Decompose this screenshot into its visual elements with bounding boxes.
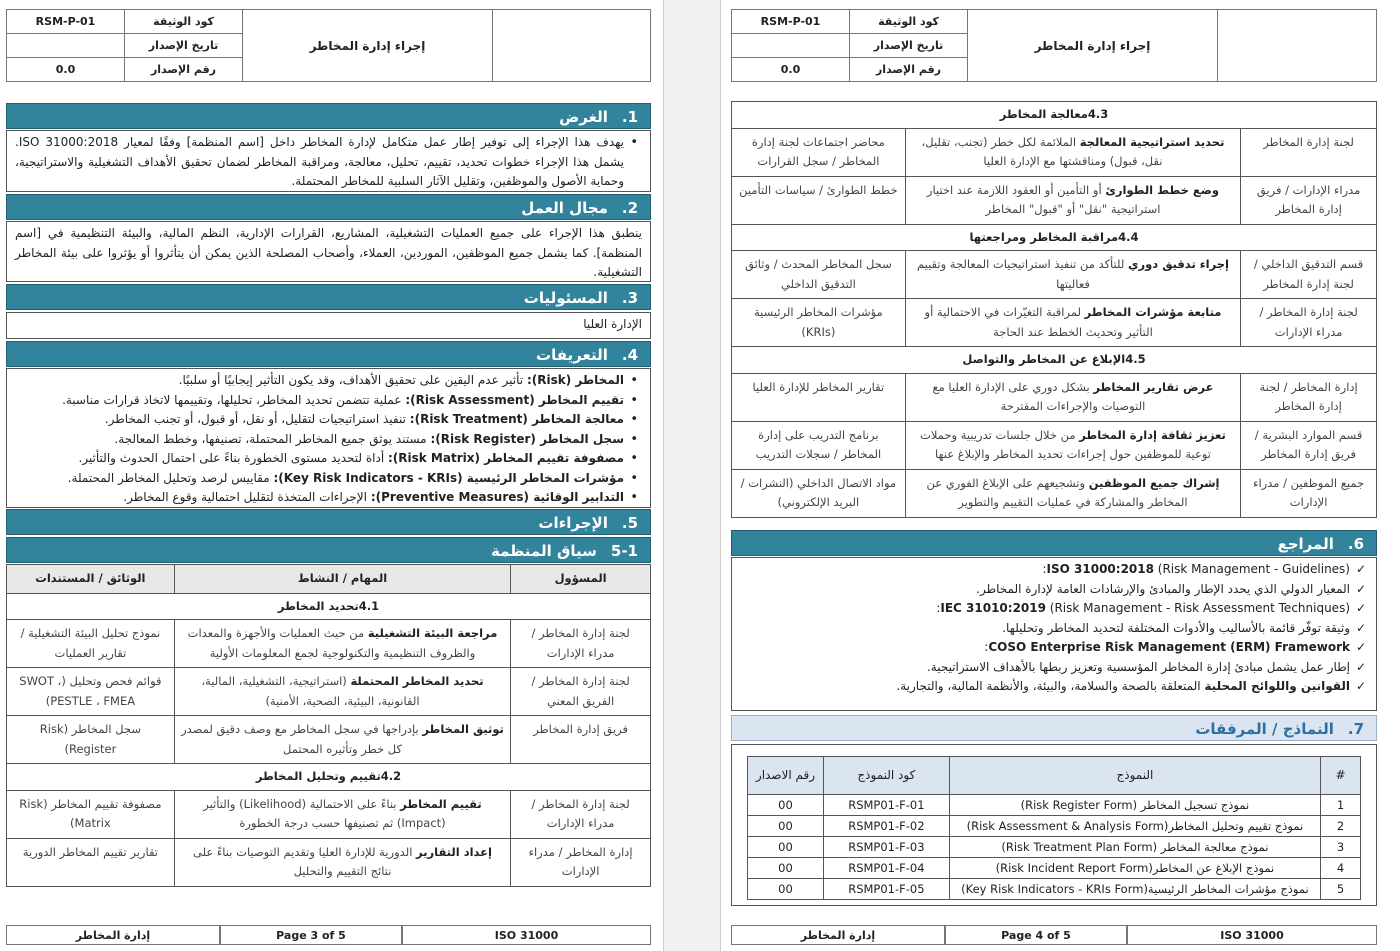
doc-code-value: RSM-P-01 (732, 10, 850, 34)
task-cell (905, 373, 1240, 421)
table-row (7, 716, 651, 764)
reference-item (740, 599, 1350, 619)
table-row (732, 128, 1377, 176)
group-title: 4.4مراقبة المخاطر ومراجعتها (732, 224, 1377, 251)
responsible-cell: فريق إدارة المخاطر (511, 716, 651, 764)
definition-item (15, 430, 624, 450)
definition-item (15, 371, 624, 391)
section-org-context (6, 537, 651, 563)
issue-date-value (7, 34, 125, 58)
documents-cell: نموذج تحليل البيئة التشغيلية / تقارير العمليات (7, 620, 175, 668)
col-documents: الوثائق / المستندات (7, 565, 175, 594)
logo-cell (493, 10, 651, 82)
definition-term: تقييم المخاطر (Risk Assessment): (405, 392, 624, 407)
issue-date-value (732, 34, 850, 58)
group-row (7, 593, 651, 620)
task-cell (905, 128, 1240, 176)
form-name: نموذج مؤشرات المخاطر الرئيسية(Key Risk Indicators - KRIs Form) (949, 879, 1320, 900)
responsibilities-text: الإدارة العليا (6, 312, 651, 339)
definitions-list (15, 371, 642, 508)
page-footer (731, 925, 1377, 945)
col-form-no: # (1321, 757, 1361, 795)
task-bold: توثيق المخاطر (422, 722, 504, 736)
form-code: RSMP01-F-05 (823, 879, 949, 900)
references-list (740, 560, 1368, 697)
logo-cell (1218, 10, 1377, 82)
table-row (7, 838, 651, 886)
section-title: الإجراءات (538, 514, 608, 532)
task-text: من حيث العمليات والأجهزة والمعدات والظروف التنظيمية والتكنولوجية لجمع المعلومات الأولية (187, 626, 476, 660)
scope-text: ينطبق هذا الإجراء على جميع العمليات التشغيلية، المشاريع، القرارات الإدارية، النظم المالية، والبيئة التنظيمية في [اسم المنظمة]. كما يشمل جميع الموظفين، الموردين، العملاء، وأصحاب المصلحة الذين يمكن أن يتأثروا أو يؤثروا على بيئة المخاطر التشغيلية. (6, 221, 651, 282)
section-title: مجال العمل (521, 199, 608, 217)
table-row (7, 668, 651, 716)
group-row (732, 347, 1377, 374)
task-bold: وضع خطط الطوارئ (1105, 182, 1220, 197)
form-rev: 00 (748, 879, 824, 900)
definition-term: مصفوفة تقييم المخاطر (Risk Matrix): (387, 451, 624, 465)
revision-label: رقم الإصدار (850, 58, 968, 82)
documents-cell: مؤشرات المخاطر الرئيسية (KRIs) (732, 299, 906, 347)
task-cell (905, 421, 1240, 469)
form-name: نموذج تقييم وتحليل المخاطر(Risk Assessment & Analysis Form) (949, 816, 1320, 837)
table-row (7, 620, 651, 668)
form-no: 5 (1321, 879, 1361, 900)
definition-desc: مستند يوثق جميع المخاطر المحتملة، تصنيفها، وخطط المعالجة. (114, 431, 427, 446)
definition-desc: الإجراءات المتخذة لتقليل احتمالية وقوع المخاطر. (123, 490, 367, 504)
doc-header (731, 9, 1377, 82)
col-form-rev: رقم الاصدار (748, 757, 824, 795)
issue-date-label: تاريخ الإصدار (850, 34, 968, 58)
col-task: المهام / النشاط (174, 565, 510, 594)
procedures-table-left (6, 564, 651, 887)
section-title: المسئوليات (523, 289, 608, 307)
section-title: النماذج / المرفقات (1195, 720, 1334, 738)
reference-item (740, 580, 1350, 600)
documents-cell: مصفوفة تقييم المخاطر (Risk Matrix) (7, 790, 175, 838)
doc-header (6, 9, 651, 82)
task-text: بشكل دوري على الإدارة العليا مع التوصيات والإجراءات المقترحة (932, 379, 1146, 413)
responsible-cell: لجنة إدارة المخاطر / مدراء الإدارات (511, 620, 651, 668)
procedures-table-right (731, 101, 1377, 518)
responsible-cell: إدارة المخاطر / لجنة إدارة المخاطر (1241, 373, 1377, 421)
col-responsible: المسؤول (511, 565, 651, 594)
doc-title: إجراء إدارة المخاطر (968, 10, 1218, 82)
table-row (732, 299, 1377, 347)
form-no: 3 (1321, 837, 1361, 858)
definition-item (15, 391, 624, 411)
revision-value: 0.0 (732, 58, 850, 82)
documents-cell: تقارير المخاطر للإدارة العليا (732, 373, 906, 421)
form-code: RSMP01-F-01 (823, 795, 949, 816)
page-footer (6, 925, 651, 945)
task-text: الدورية للإدارة العليا وتقديم التوصيات بناءً على نتائج التقييم والتحليل (192, 844, 417, 878)
section-title: الغرض (559, 108, 608, 126)
task-bold: مراجعة البيئة التشغيلية (367, 626, 498, 640)
task-bold: تحديد استراتيجية المعالجة (1079, 134, 1225, 149)
task-text: وتشجيعهم على الإبلاغ الفوري عن المخاطر والمشاركة في عمليات التقييم والتطوير (926, 475, 1188, 509)
task-cell (905, 251, 1240, 299)
task-bold: متابعة مؤشرات المخاطر (1084, 305, 1222, 319)
task-text: للتأكد من تنفيذ استراتيجيات المعالجة وتقييم فعاليتها (916, 257, 1128, 291)
group-title: 4.2تقييم وتحليل المخاطر (7, 764, 651, 791)
forms-table (747, 756, 1361, 900)
definition-item (15, 410, 624, 430)
documents-cell: سجل المخاطر المحدث / وثائق التدقيق الداخلي (732, 251, 906, 299)
form-no: 4 (1321, 858, 1361, 879)
revision-value: 0.0 (7, 58, 125, 82)
footer-dept: إدارة المخاطر (6, 926, 220, 944)
task-cell (174, 790, 510, 838)
documents-cell: محاضر اجتماعات لجنة إدارة المخاطر / سجل القرارات (732, 128, 906, 176)
task-cell (174, 620, 510, 668)
definition-desc: تأثير عدم اليقين على تحقيق الأهداف، وقد يكون التأثير إيجابيًا أو سلبيًا. (178, 373, 524, 387)
responsible-cell: قسم الموارد البشرية / فريق إدارة المخاطر (1241, 421, 1377, 469)
reference-bold: IEC 31010:2019 (940, 601, 1046, 615)
doc-code-value: RSM-P-01 (7, 10, 125, 34)
group-row (7, 764, 651, 791)
task-text: الملائمة لكل خطر (تجنب، تقليل، نقل، قبول) ومناقشتها مع الإدارة العليا (921, 134, 1163, 168)
form-rev: 00 (748, 795, 824, 816)
reference-text: المتعلقة بالصحة والسلامة، والبيئة، والأنظمة المالية، والتجارية. (896, 679, 1205, 693)
form-row (748, 879, 1361, 900)
form-no: 1 (1321, 795, 1361, 816)
task-cell (905, 176, 1240, 224)
task-cell (905, 299, 1240, 347)
doc-title: إجراء إدارة المخاطر (243, 10, 493, 82)
group-title: 4.1تحديد المخاطر (7, 593, 651, 620)
documents-cell: برنامج التدريب على إدارة المخاطر / سجلات التدريب (732, 421, 906, 469)
task-bold: إشراك جميع الموظفين (1088, 475, 1220, 490)
table-row (732, 373, 1377, 421)
task-bold: إعداد التقارير (416, 844, 492, 859)
definition-term: المخاطر (Risk): (526, 373, 624, 387)
task-bold: تحديد المخاطر المحتملة (350, 674, 484, 688)
reference-bold: COSO Enterprise Risk Management (ERM) Framework (988, 640, 1350, 654)
responsible-cell: لجنة إدارة المخاطر / مدراء الإدارات (1241, 299, 1377, 347)
responsible-cell: قسم التدقيق الداخلي / لجنة إدارة المخاطر (1241, 251, 1377, 299)
table-row (732, 421, 1377, 469)
group-row (732, 224, 1377, 251)
form-name: نموذج تسجيل المخاطر (Risk Register Form) (949, 795, 1320, 816)
section-responsibilities (6, 284, 651, 310)
reference-item (740, 560, 1350, 580)
reference-item (740, 658, 1350, 678)
section-forms (731, 715, 1377, 741)
task-text: (استراتيجية، التشغيلية، المالية، القانونية، البيئية، الصحية، الأمنية) (201, 674, 420, 708)
section-purpose (6, 103, 651, 129)
table-row (732, 176, 1377, 224)
responsible-cell: جميع الموظفين / مدراء الإدارات (1241, 469, 1377, 517)
section-scope (6, 194, 651, 220)
footer-page: Page 4 of 5 (945, 926, 1127, 944)
reference-bold: القوانين واللوائح المحلية (1204, 679, 1350, 693)
form-row (748, 837, 1361, 858)
definition-term: مؤشرات المخاطر الرئيسية (Key Risk Indicators - KRIs): (273, 470, 624, 485)
form-row (748, 816, 1361, 837)
definition-desc: أداة لتحديد مستوى الخطورة بناءً على احتمال الحدوث والتأثير. (78, 451, 385, 465)
task-text: بناءً على الاحتمالية (Likelihood) والتأثير (Impact) ثم تصنيفها حسب درجة الخطورة (203, 796, 446, 830)
footer-dept: إدارة المخاطر (731, 926, 945, 944)
section-title: التعريفات (536, 346, 608, 364)
documents-cell: سجل المخاطر (Risk Register) (7, 716, 175, 764)
form-rev: 00 (748, 816, 824, 837)
form-name: نموذج معالجة المخاطر (Risk Treatment Plan Form) (949, 837, 1320, 858)
footer-page: Page 3 of 5 (220, 926, 402, 944)
page-gutter (663, 0, 721, 951)
task-bold: إجراء تدقيق دوري (1128, 257, 1229, 271)
responsible-cell: لجنة إدارة المخاطر / مدراء الإدارات (511, 790, 651, 838)
form-no: 2 (1321, 816, 1361, 837)
section-title: سياق المنظمة (491, 542, 597, 560)
doc-code-label: كود الوثيقة (125, 10, 243, 34)
purpose-text: • يهدف هذا الإجراء إلى توفير إطار عمل متكامل لإدارة المخاطر داخل [اسم المنظمة] وفقًا لمعيار ISO 31000:2018. يشمل هذا الإجراء خطوات تحديد، تقييم، تحليل، معالجة، ومراقبة المخاطر لضمان تحقيق الأهداف التشغيلية والاستراتيجية، وحماية الأصول والموظفين، وتقليل الآثار السلبية للمخاطر المحتملة. (15, 133, 624, 192)
task-text: أو التأمين أو العقود اللازمة عند اختيار استراتيجية "نقل" أو "قبول" المخاطر (926, 182, 1161, 216)
responsible-cell: لجنة إدارة المخاطر / الفريق المعني (511, 668, 651, 716)
documents-cell: مواد الاتصال الداخلي (النشرات / البريد الإلكتروني) (732, 469, 906, 517)
section-number: 7. (1347, 720, 1364, 738)
section-number: 3. (621, 289, 638, 307)
section-number: 5-1 (610, 542, 638, 560)
group-title: 4.3معالجة المخاطر (732, 102, 1377, 129)
reference-text: إطار عمل يشمل مبادئ إدارة المخاطر المؤسسية وتعزيز ربطها بالأهداف الاستراتيجية. (926, 659, 1350, 674)
reference-text: المعيار الدولي الذي يحدد الإطار والمبادئ والإرشادات العامة لإدارة المخاطر. (976, 581, 1350, 596)
definition-item (15, 488, 624, 508)
form-row (748, 795, 1361, 816)
section-number: 2. (621, 199, 638, 217)
reference-item (740, 619, 1350, 639)
form-code: RSMP01-F-02 (823, 816, 949, 837)
footer-standard: ISO 31000 (1127, 926, 1377, 944)
col-form-name: النموذج (949, 757, 1320, 795)
reference-text: وثيقة توفّر قائمة بالأساليب والأدوات المختلفة لتحديد المخاطر وتحليلها. (1002, 620, 1350, 635)
group-title: 4.5الإبلاغ عن المخاطر والتواصل (732, 347, 1377, 374)
reference-bold: ISO 31000:2018 (1046, 562, 1154, 576)
section-title: المراجع (1277, 535, 1334, 553)
form-rev: 00 (748, 837, 824, 858)
table-row (732, 469, 1377, 517)
doc-code-label: كود الوثيقة (850, 10, 968, 34)
definition-term: التدابير الوقائية (Preventive Measures): (370, 490, 624, 504)
table-row (732, 251, 1377, 299)
definition-item (15, 469, 624, 489)
table-row (7, 790, 651, 838)
section-number: 6. (1347, 535, 1364, 553)
task-cell (174, 668, 510, 716)
section-references (731, 530, 1377, 556)
revision-label: رقم الإصدار (125, 58, 243, 82)
documents-cell: قوائم فحص وتحليل (SWOT ، PESTLE ، FMEA) (7, 668, 175, 716)
form-code: RSMP01-F-04 (823, 858, 949, 879)
form-rev: 00 (748, 858, 824, 879)
definitions-box (6, 368, 651, 508)
definition-term: معالجة المخاطر (Risk Treatment): (409, 412, 624, 426)
form-row (748, 858, 1361, 879)
task-text: بإدراجها في سجل المخاطر مع وصف دقيق لمصدر كل خطر وتأثيره المحتمل (181, 722, 423, 756)
reference-item (740, 638, 1350, 658)
form-code: RSMP01-F-03 (823, 837, 949, 858)
section-procedures (6, 509, 651, 535)
definition-item (15, 449, 624, 469)
definition-desc: مقاييس لرصد وتحليل المخاطر المحتملة. (67, 470, 270, 485)
task-bold: تعزيز ثقافة إدارة المخاطر (1079, 427, 1226, 442)
purpose-text-box (6, 130, 651, 192)
issue-date-label: تاريخ الإصدار (125, 34, 243, 58)
task-cell (174, 838, 510, 886)
task-bold: تقييم المخاطر (400, 796, 482, 811)
task-bold: عرض تقارير المخاطر (1093, 379, 1214, 394)
definition-term: سجل المخاطر (Risk Register): (430, 431, 624, 446)
page-4 (722, 0, 1400, 951)
definition-desc: تنفيذ استراتيجيات لتقليل، أو نقل، أو قبول، أو تجنب المخاطر. (104, 412, 406, 426)
task-text: من خلال جلسات تدريبية وحملات توعية للموظفين حول إجراءات تحديد المخاطر والإبلاغ عنها (920, 427, 1211, 461)
responsible-cell: لجنة إدارة المخاطر (1241, 128, 1377, 176)
col-form-code: كود النموذج (823, 757, 949, 795)
references-box (731, 557, 1377, 711)
reference-item (740, 677, 1350, 697)
reference-text: (Risk Management - Guidelines): (1042, 562, 1350, 576)
page-3 (0, 0, 660, 951)
task-cell (174, 716, 510, 764)
documents-cell: خطط الطوارئ / سياسات التأمين (732, 176, 906, 224)
responsible-cell: إدارة المخاطر / مدراء الإدارات (511, 838, 651, 886)
task-cell (905, 469, 1240, 517)
reference-text: : (984, 640, 989, 654)
task-text: لمراقبة التغيّرات في الاحتمالية أو التأثير وتحديث الخطط عند الحاجة (924, 305, 1153, 339)
definition-desc: عملية تتضمن تحديد المخاطر، تحليلها، وتقييمها لاتخاذ قرارات مناسبة. (62, 392, 402, 407)
responsible-cell: مدراء الإدارات / فريق إدارة المخاطر (1241, 176, 1377, 224)
section-number: 1. (621, 108, 638, 126)
footer-standard: ISO 31000 (402, 926, 651, 944)
reference-text: (Risk Management - Risk Assessment Techniques): (936, 601, 1350, 615)
section-definitions (6, 341, 651, 367)
section-number: 5. (621, 514, 638, 532)
section-number: 4. (621, 346, 638, 364)
documents-cell: تقارير تقييم المخاطر الدورية (7, 838, 175, 886)
form-name: نموذج الإبلاغ عن المخاطر(Risk Incident Report Form) (949, 858, 1320, 879)
group-row (732, 102, 1377, 129)
